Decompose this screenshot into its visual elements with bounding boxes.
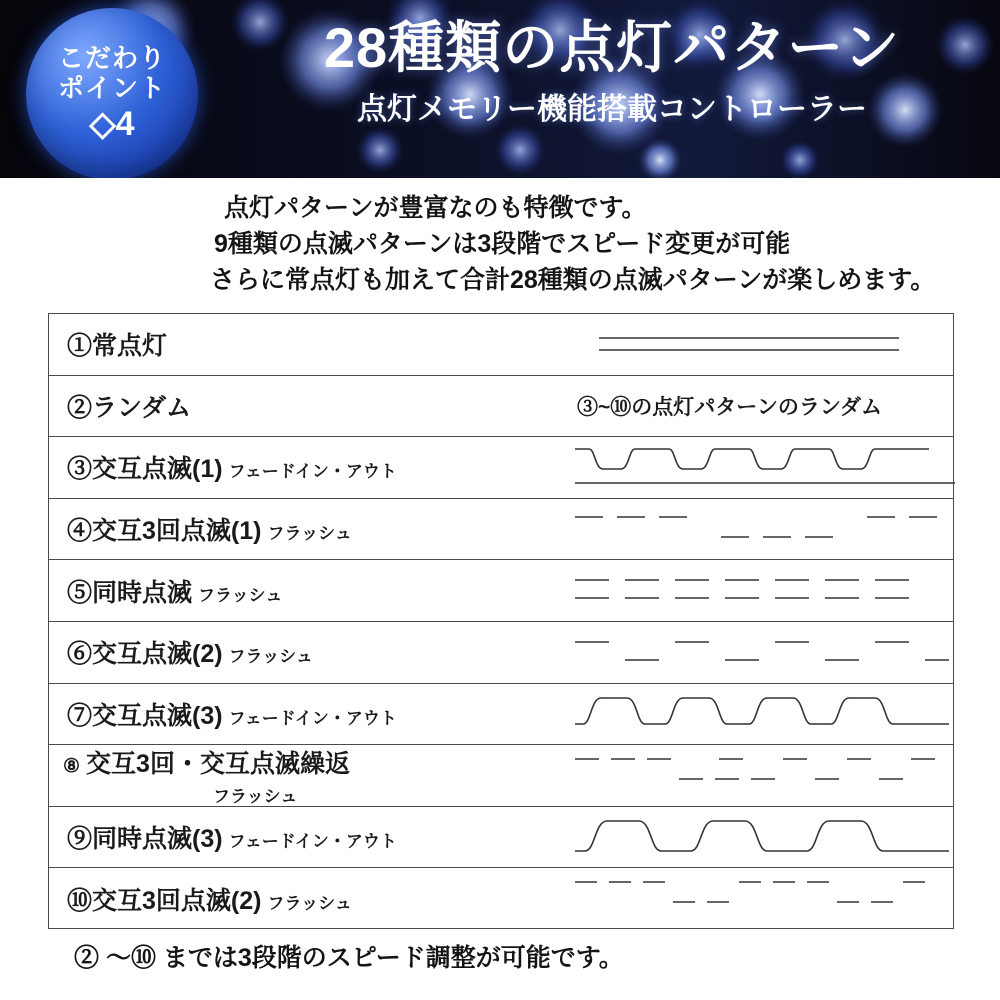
pattern-note: フラッシュ [267, 524, 352, 544]
lead-text [0, 190, 1000, 298]
pattern-note: フラッシュ [228, 647, 313, 667]
pattern-label: ⑥交互点滅(2) [67, 640, 223, 669]
table-row [49, 314, 953, 376]
table-row [49, 684, 953, 746]
badge-line-1: こだわり [57, 43, 166, 74]
pattern-label: ②ランダム [67, 393, 192, 422]
pattern-label: ①常点灯 [67, 332, 168, 361]
pattern-note: フラッシュ [267, 894, 352, 914]
pattern-label-cell [49, 744, 569, 807]
pattern-note: フェードイン・アウト [228, 462, 397, 482]
pattern-label: ③交互点滅(1) [67, 455, 223, 484]
pattern-label: ⑦交互点滅(3) [67, 701, 223, 730]
pattern-label: ④交互3回点滅(1) [67, 517, 262, 546]
page-subtitle: 点灯メモリー機能搭載コントローラー [357, 93, 867, 127]
page-title: 28種類の点灯パターン [323, 16, 901, 79]
pattern-label: ⑨同時点滅(3) [67, 825, 223, 854]
pattern-number: ⑧ [63, 755, 81, 777]
random-description: ③~⑩の点灯パターンのランダム [577, 395, 883, 419]
table-row [49, 745, 953, 807]
pattern-note: フラッシュ [213, 786, 298, 806]
table-row [49, 622, 953, 684]
waveform-flash-alt-2 [569, 622, 953, 683]
table-row [49, 807, 953, 869]
waveform-flash-sync [569, 560, 953, 621]
table-row [49, 376, 953, 438]
pattern-label-cell [49, 511, 569, 547]
pattern-label: ⑤同時点滅 [67, 578, 193, 607]
pattern-label: 交互3回・交互点滅繰返 [86, 749, 350, 778]
waveform-fade-alt-3 [569, 684, 953, 745]
pattern-label-cell [49, 449, 569, 485]
table-row [49, 499, 953, 561]
pattern-note: フラッシュ [198, 585, 283, 605]
pattern-label-cell [49, 326, 569, 362]
header-title-group [238, 18, 986, 128]
table-row [49, 560, 953, 622]
pattern-label: ⑩交互3回点滅(2) [67, 887, 262, 916]
waveform-flash-alt-3-1 [569, 499, 953, 560]
pattern-label-cell [49, 573, 569, 609]
pattern-note: フェードイン・アウト [228, 832, 397, 852]
header-banner [0, 0, 1000, 178]
waveform-solid-line [569, 314, 953, 375]
pattern-label-cell [49, 634, 569, 670]
waveform-flash-alt-3-2 [569, 868, 953, 930]
pattern-table [48, 313, 954, 929]
footer-note: ② ～⑩ までは3段階のスピード調整が可能です。 [74, 944, 624, 972]
waveform-fade-alt-1 [569, 437, 953, 498]
pattern-note: フェードイン・アウト [228, 708, 397, 728]
waveform-random-text [569, 376, 953, 437]
badge-line-2: ポイント [57, 73, 166, 104]
lead-line-1: 点灯パターンが豊富なのも特徴です。 [224, 194, 647, 222]
lead-line-2: 9種類の点滅パターンは3段階でスピード変更が可能 [214, 230, 791, 258]
pattern-label-cell [49, 696, 569, 732]
waveform-flash-alt-repeat [569, 745, 953, 806]
pattern-label-cell [49, 819, 569, 855]
point-badge [26, 8, 198, 178]
table-row [49, 437, 953, 499]
lead-line-3: さらに常点灯も加えて合計28種類の点滅パターンが楽しめます。 [210, 266, 936, 294]
waveform-fade-sync-3 [569, 807, 953, 868]
table-row [49, 868, 953, 930]
pattern-label-cell [49, 881, 569, 917]
pattern-label-cell [49, 388, 569, 424]
badge-line-3: ◇4 [89, 105, 135, 144]
